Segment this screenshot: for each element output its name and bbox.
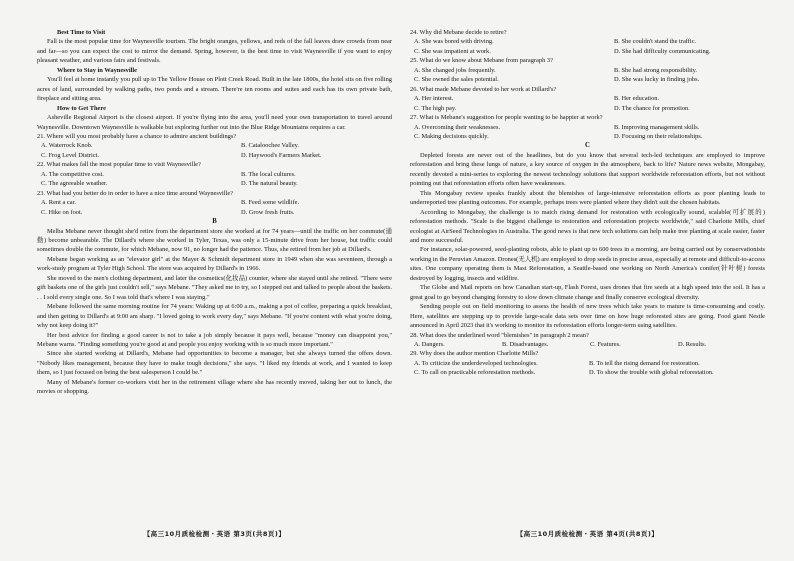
option: A. Rent a car. [41, 199, 76, 207]
option: D. Grow fresh fruits. [241, 208, 295, 216]
option: B. Her education. [614, 95, 660, 103]
question-23: 23. What had you better do in order to have a nice time around Waynesville? [37, 189, 234, 197]
left-page [37, 28, 392, 538]
option: D. The chance for promotion. [614, 104, 690, 112]
option: C. Frog Level District. [41, 151, 100, 159]
option: C. Features. [590, 340, 621, 348]
passage-a-title: Best Time to Visit [57, 29, 106, 36]
paragraph: Her best advice for finding a good career is not to take a job simply because it pays well, because "money can disappoint you," Mebane warns. "Finding something you're good at and people you enjoy working with is so much more important." [37, 331, 392, 348]
paragraph: Asheville Regional Airport is the closest airport. If you're flying into the area, you'll need your own transportation to travel around Waynesville. Downtown Waynesville is walkable but exploring further out into the Blue Ridge Mountains requires a car. [37, 114, 392, 131]
paragraph: Depleted forests are never out of the headlines, but do you know that several tech-led techniques are employed to improve reforestation and bring these lungs of nature, a key source of oxygen in the atmosphere, back to life? Nature news website, Mongabay, recently devoted a mini-series to exploring the newest technology solutions that support worldwide reforestation efforts, but not without pointing out that reforestation efforts often have weaknesses. [410, 151, 765, 188]
option: A. To criticize the underdeveloped technologies. [414, 359, 538, 367]
paragraph: Melba Mebane never thought she'd retire from the department store she worked at for 74 years—until the traffic on her commute(通勤) become unbearable. The Dillard's where she worked in Tyler, Texas, was only a 15-minute drive from her house, but traffic could sometimes double the commute, for which Mebane, now 91, no longer had the patience. Thus, she retired from her job at Dillard's. [37, 227, 392, 254]
paragraph: Fall is the most popular time for Waynesville tourism. The bright oranges, yellows, and reds of the fall leaves draw crowds from near and far—so you can expect the cost to mirror the demand. Spring, however, is the best time to visit Waynesville if you want to enjoy pleasant weather, and various fairs and festivals. [37, 38, 392, 65]
section-heading-get-there: How to Get There [57, 104, 106, 112]
section-b-heading: B [212, 218, 217, 226]
question-21-options [37, 141, 392, 160]
option: B. To tell the rising demand for restoration. [589, 359, 700, 367]
option: A. Waterrock Knob. [41, 142, 93, 150]
option: C. The high pay. [414, 104, 457, 112]
option: C. Hike on foot. [41, 208, 83, 216]
question-25-options [410, 66, 765, 85]
option: D. She had difficulty communicating. [614, 47, 711, 55]
option: B. She had strong responsibility. [614, 66, 698, 74]
page-footer: 【高三10月质检检测・英语 第4页(共8页)】 [516, 530, 659, 538]
option: D. The natural beauty. [241, 180, 298, 188]
question-28: 28. What does the underlined word "blemishes" in paragraph 2 mean? [410, 331, 589, 339]
option: B. Cataloochee Valley. [241, 142, 300, 150]
option: B. Disadvantages. [502, 340, 549, 348]
paragraph: Since she started working at Dillard's, Mebane had opportunities to become a manager, but she always turned the offers down. "Nobody likes management, because they have to make tough decisions," she says. "I liked my friends at work, and I wanted to keep them, so I just focused on being the best salesperson I could be." [37, 350, 392, 377]
option: A. Her interest. [414, 95, 454, 103]
option: C. Making decisions quickly. [414, 132, 489, 140]
paragraph: For instance, solar-powered, seed-planting robots, able to plant up to 600 trees in a morning, are being carried out by conservationists working in the Peruvian Amazon. Drones(无人机) are employed to drop seeds in precise areas, especially at remote and difficult-to-access sites. One company operating them is Mast Reforestation, a Seattle-based one working on North America's conifer(针叶树) forests destroyed by logging, insects and wildfire. [410, 246, 765, 282]
paragraph: She moved to the men's clothing department, and later the cosmetics(化妆品) counter, where she stayed until she retired. "There were gift baskets one of the girls just couldn't sell," says Mebane. "They asked me to try, so I stepped out and talked to people about the baskets. . . I sold every single one. So I was told that's where I was staying." [37, 274, 392, 301]
option: A. She changed jobs frequently. [414, 66, 496, 74]
question-25: 25. What do we know about Mebane from paragraph 3? [410, 57, 553, 65]
question-22-options [37, 170, 392, 189]
option: B. Improving management skills. [614, 123, 700, 131]
right-page [410, 28, 765, 538]
question-28-options [410, 340, 765, 349]
paragraph: Mebane began working as an "elevator girl" at the Mayer & Schmidt department store in 1949 when she was seventeen, through a work-study program at Tyler High School. The store was acquired by Dillard's in 1966. [37, 255, 392, 273]
paragraph: Many of Mebane's former co-workers visit her in the retirement village where she has recently moved, taking her out to lunch, the movies or shopping. [37, 378, 392, 396]
question-27: 27. What is Mebane's suggestion for people wanting to be happier at work? [410, 114, 603, 122]
option: C. The agreeable weather. [41, 180, 108, 188]
section-heading-stay: Where to Stay in Waynesville [57, 66, 138, 74]
option: C. She owned the sales potential. [414, 76, 499, 84]
option: A. Dangers. [414, 340, 445, 348]
option: D. To show the trouble with global reforestation. [589, 369, 714, 377]
paragraph: This Mongabay review speaks frankly about the blemishes of large-intensive reforestation efforts as poor planting leads to underreported tree planting outcomes. For example, perhaps trees were planted where they didn't suit the chosen habitats. [410, 189, 765, 207]
option: B. The local cultures. [241, 170, 296, 178]
option: C. She was impatient at work. [414, 47, 491, 55]
paragraph: According to Mongabay, the challenge is to match rising demand for restoration with ecologically sound, scalable(可扩展的) reforestation methods. "Scale is the biggest challenge to restoration and reforestation projects worldwide," said Charlotte Mills, chief ecologist at AirSeed Technologies in Australia. The good news is that new tech solutions can help make tree planting at scale easier, faster and more successful. [410, 208, 765, 244]
option: A. She was bored with driving. [414, 38, 494, 46]
option: C. To call on practicable reforestation methods. [414, 369, 536, 377]
option: D. Results. [678, 340, 707, 348]
question-22: 22. What makes fall the most popular time to visit Waynesville? [37, 161, 201, 169]
option: B. She couldn't stand the traffic. [614, 38, 697, 46]
question-26: 26. What made Mebane devoted to her work at Dillard's? [410, 85, 557, 93]
page-footer: 【高三10月质检检测・英语 第3页(共8页)】 [143, 530, 286, 538]
option: A. Overcoming their weaknesses. [414, 123, 501, 131]
paragraph: Mebane followed the same morning routine for 74 years: Waking up at 6:00 a.m., making a pot of coffee, preparing a quick breakfast, and then getting to Dillard's at 9:00 am sharp. "I loved going to work every day," says Mebane. "If you're content with what you're doing, why not keep doing it?" [37, 303, 392, 330]
question-27-options [410, 123, 765, 142]
question-23-options [37, 198, 392, 217]
question-26-options [410, 94, 765, 113]
question-29: 29. Why does the author mention Charlotte Mills? [410, 350, 539, 358]
option: B. Feed some wildlife. [241, 199, 300, 207]
paragraph: The Globe and Mail reports on how Canadian start-up, Flash Forest, uses drones that fire seeds at a high speed into the soil. It has a great goal to go beyond changing forestry to slow down climate change and finally conserve ecological diversity. [410, 284, 765, 301]
option: D. Focusing on their relationships. [614, 132, 703, 140]
question-24: 24. Why did Mebane decide to retire? [410, 29, 507, 36]
section-c-heading: C [585, 142, 590, 150]
paragraph: Sending people out on field monitoring to assess the health of new trees which take years to mature is time-consuming and costly. Here, satellites are stepping up to provide large-scale data sets over time on how huge reforested sites are going. Food giant Nestle announced in April 2023 that it's working to monitor its reforestation efforts longer-term using satellites. [410, 303, 765, 330]
question-21: 21. Where will you most probably have a chance to admire ancient buildings? [37, 132, 237, 140]
option: D. She was lucky in finding jobs. [614, 76, 700, 84]
question-24-options [410, 37, 765, 56]
option: D. Haywood's Farmers Market. [241, 151, 322, 159]
option: A. The competitive cost. [41, 170, 104, 178]
paragraph: You'll feel at home instantly you pull up to The Yellow House on Plott Creek Road. Built in the late 1800s, the hotel sits on five rolling acres of land, surrounded by walking paths, two ponds and a stream. There're ten rooms and suites and each has its own private bath, fireplace and sitting area. [37, 76, 392, 103]
question-29-options [410, 359, 765, 378]
